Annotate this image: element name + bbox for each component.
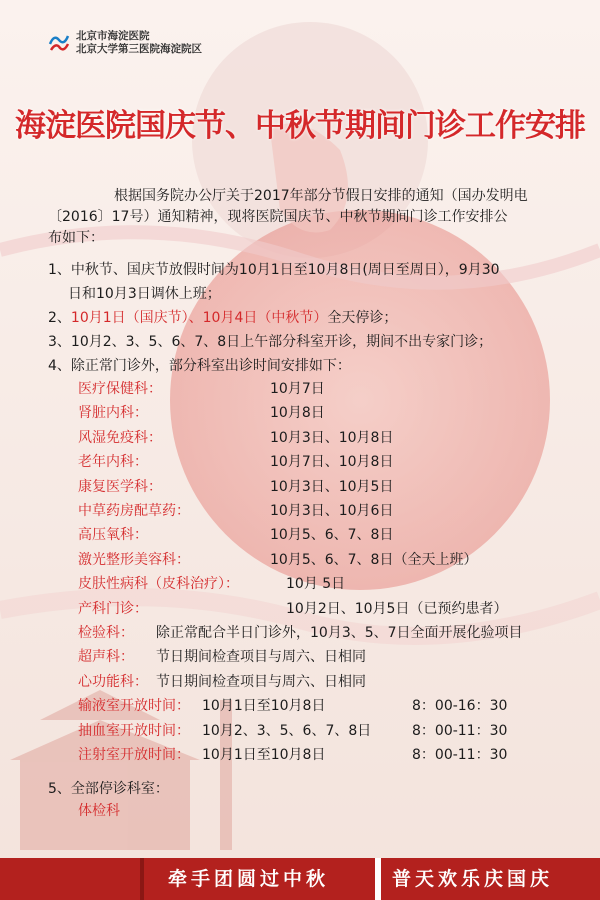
schedule-hours: 8：00-11：30 — [412, 747, 508, 763]
schedule-time: 10月5、6、7、8日 — [270, 527, 394, 543]
schedule-dept: 医疗保健科： — [78, 381, 162, 397]
item-1-line-b: 日和10月3日调休上班； — [68, 286, 221, 302]
schedule-dept: 激光整形美容科： — [78, 552, 190, 568]
schedule-time: 10月8日 — [270, 405, 325, 421]
schedule-hours: 8：00-16：30 — [412, 698, 508, 714]
item-2-suffix: 全天停诊； — [327, 310, 398, 326]
schedule-dept: 超声科： — [78, 649, 134, 665]
schedule-dept: 中草药房配草药： — [78, 503, 190, 519]
schedule-dept: 风湿免疫科： — [78, 430, 162, 446]
schedule-time: 10月2日、10月5日（已预约患者） — [286, 601, 508, 617]
page-title: 海淀医院国庆节、中秋节期间门诊工作安排 — [15, 108, 585, 144]
schedule-time: 10月5、6、7、8日（全天上班） — [270, 552, 478, 568]
schedule-time: 节日期间检查项目与周六、日相同 — [156, 674, 366, 690]
schedule-dept: 康复医学科： — [78, 479, 162, 495]
schedule-dept: 产科门诊： — [78, 601, 148, 617]
intro-paragraph — [48, 186, 558, 249]
schedule-dept: 皮肤性病科（皮科治疗）： — [78, 576, 239, 592]
footer-divider — [375, 858, 381, 900]
schedule-dept: 高压氧科： — [78, 527, 148, 543]
schedule-dept: 心功能科： — [78, 674, 148, 690]
schedule-dept: 注射室开放时间： — [78, 747, 190, 763]
item-2-prefix: 2、 — [48, 310, 71, 326]
schedule-dept: 检验科： — [78, 625, 134, 641]
item-3: 3、10月2、3、5、6、7、8日上午部分科室开诊，期间不出专家门诊； — [48, 334, 493, 350]
schedule-time: 10月2、3、5、6、7、8日 — [202, 723, 372, 739]
schedule-time: 10月1日至10月8日 — [202, 747, 326, 763]
schedule-hours: 8：00-11：30 — [412, 723, 508, 739]
schedule-dept: 肾脏内科： — [78, 405, 148, 421]
footer-banner — [0, 858, 600, 900]
hospital-logo — [48, 30, 202, 56]
footer-slogan-2: 普天欢乐庆国庆 — [392, 868, 554, 890]
schedule-time: 10月7日、10月8日 — [270, 454, 394, 470]
schedule-dept: 抽血室开放时间： — [78, 723, 190, 739]
hospital-name-1: 北京市海淀医院 — [76, 30, 150, 42]
hospital-logo-icon — [48, 32, 70, 54]
schedule-time: 10月3日、10月5日 — [270, 479, 394, 495]
schedule-time: 10月 5日 — [286, 576, 346, 592]
intro-line-3: 布如下： — [48, 230, 104, 246]
schedule-time: 10月1日至10月8日 — [202, 698, 326, 714]
schedule-time: 节日期间检查项目与周六、日相同 — [156, 649, 366, 665]
footer-divider-left — [140, 858, 144, 900]
hospital-name-2: 北京大学第三医院海淀院区 — [76, 43, 202, 55]
item-2 — [48, 307, 397, 327]
schedule-time: 10月7日 — [270, 381, 325, 397]
item-1-line-a: 1、中秋节、国庆节放假时间为10月1日至10月8日(周日至周日），9月30 — [48, 262, 500, 278]
schedule-time: 除正常配合半日门诊外，10月3、5、7日全面开展化验项目 — [156, 625, 523, 641]
closed-department: 体检科 — [78, 803, 120, 819]
item-5: 5、全部停诊科室： — [48, 781, 169, 797]
schedule-dept: 老年内科： — [78, 454, 148, 470]
intro-line-2: 〔2016〕17号）通知精神，现将医院国庆节、中秋节期间门诊工作安排公 — [48, 209, 508, 225]
item-4: 4、除正常门诊外，部分科室出诊时间安排如下： — [48, 358, 351, 374]
footer-slogan-1: 牵手团圆过中秋 — [168, 868, 330, 890]
schedule-time: 10月3日、10月8日 — [270, 430, 394, 446]
schedule-dept: 输液室开放时间： — [78, 698, 190, 714]
intro-line-1: 根据国务院办公厅关于2017年部分节假日安排的通知（国办发明电 — [114, 188, 528, 204]
schedule-time: 10月3日、10月6日 — [270, 503, 394, 519]
item-2-closed-dates: 10月1日（国庆节）、10月4日（中秋节） — [70, 310, 328, 326]
